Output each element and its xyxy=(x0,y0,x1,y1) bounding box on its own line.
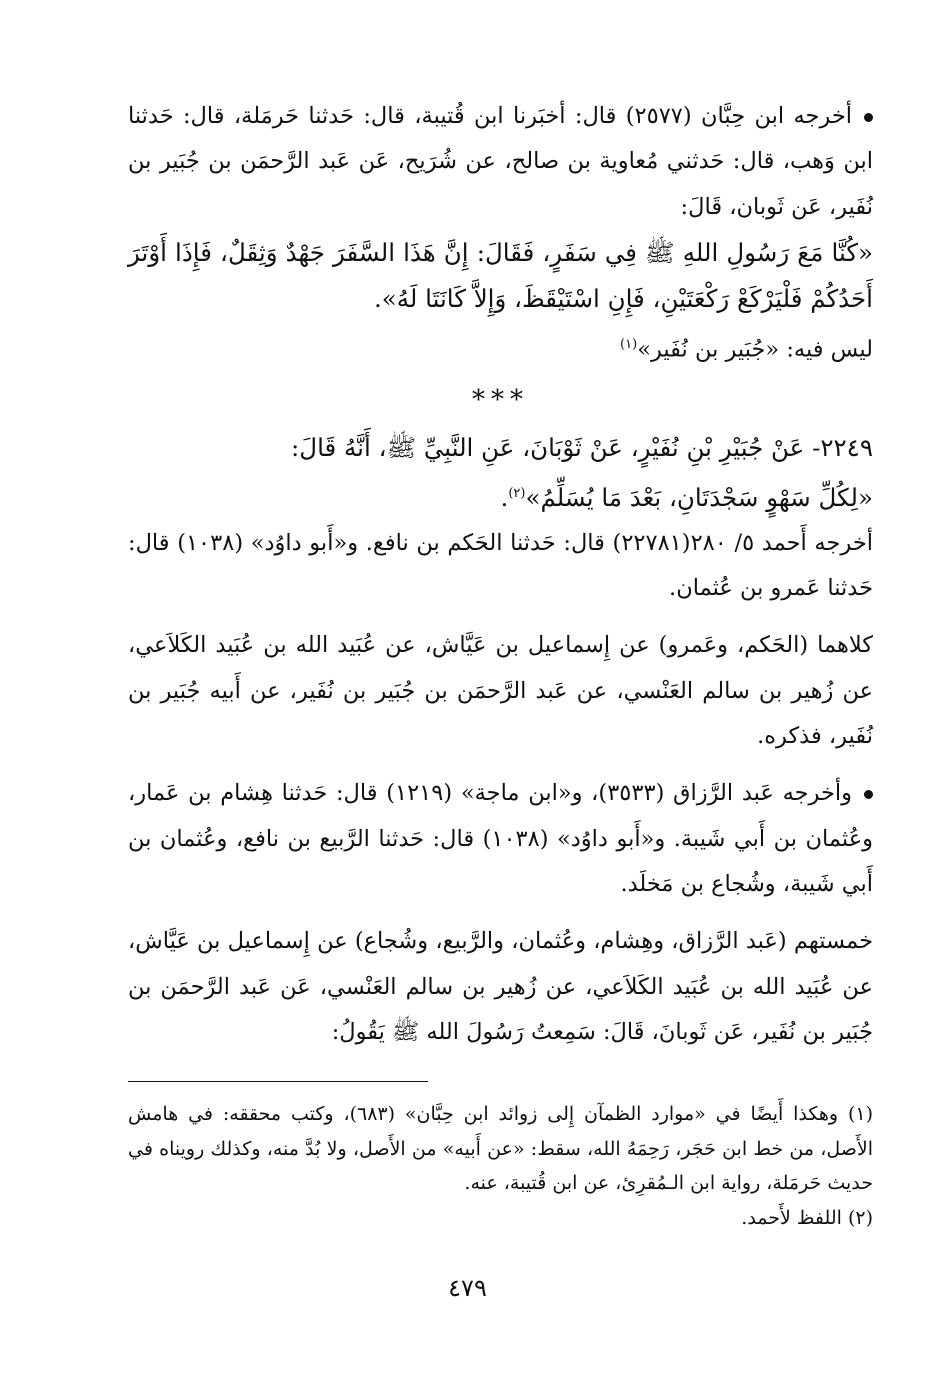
hadith-2249-line1: ٢٢٤٩- عَنْ جُبَيْرِ بْنِ نُفَيْرٍ، عَنْ ثَوْبَانَ، عَنِ النَّبِيِّ ﷺ، أَنَّهُ قَالَ: xyxy=(291,432,873,462)
footnote-ref-2[interactable]: (٢) xyxy=(508,485,526,501)
footnote-1: (١) وهكذا أَيضًا في «موارد الظمآن إِلى زوائد ابن حِبَّان» (٦٨٣)، وكتب محققه: في هامش الأَصل، من خط ابن حَجَر، رَحِمَهُ الله، سقط: «عن أَبيه» من الأَصل، ولا بُدَّ منه، وكذلك رويناه في حديث حَرمَلة، رواية ابن الـمُقرِئ، عن ابن قُتيبة، عنه. xyxy=(128,1103,873,1194)
page-number: ٤٧٩ xyxy=(448,1274,487,1302)
footnote-ref-1[interactable]: (١) xyxy=(620,336,638,352)
section-separator: *** xyxy=(472,384,529,415)
paragraph-takhrij-abd-al-razzaq xyxy=(128,771,873,907)
paragraph-kilahuma: كلاهما (الحَكم، وعَمرو) عن إِسماعيل بن عَيَّاش، عن عُبَيد الله بن عُبَيد الكَلاَعي، عن زُهير بن سالم العَنْسي، عن عَبد الرَّحمَن بن جُبَير بن نُفَير، عن أَبيه جُبَير بن نُفَير، فذكره. xyxy=(128,632,873,750)
paragraph-gap xyxy=(128,759,873,771)
note-text: ليس فيه: «جُبَير بن نُفَير» xyxy=(637,336,873,363)
hadith-text-1: «كُنَّا مَعَ رَسُولِ اللهِ ﷺ فِي سَفَرٍ، فَقَالَ: إِنَّ هَذَا السَّفَرَ جَهْدٌ وَثِقَلٌ، فَإِذَا أَوْتَرَ أَحَدُكُمْ فَلْيَرْكَعْ رَكْعَتَيْنِ، فَإِنِ اسْتَيْقَظَ، وَإِلاَّ كَانَتَا لَهُ». xyxy=(128,237,873,313)
paragraph-takhrij-ahmad: أخرجه أَحمد ٥/ ٢٨٠(٢٢٧٨١) قال: حَدثنا الحَكم بن نافع. و«أَبو داوُد» (١٠٣٨) قال: حَدثنا عَمرو بن عُثمان. xyxy=(128,529,873,602)
hadith-2249-matn: «لِكُلِّ سَهْوٍ سَجْدَتَانِ، بَعْدَ مَا يُسَلِّمُ» xyxy=(525,482,873,512)
bullet-icon xyxy=(864,113,873,122)
paragraph-text: أخرجه ابن حِبَّان (٢٥٧٧) قال: أخبَرنا ابن قُتيبة، قال: حَدثنا حَرمَلة، قال: حَدثنا ابن وَهب، قال: حَدثني مُعاوية بن صالح، عن شُرَيح، عَن عَبد الرَّحمَن بن جُبَير بن نُفَير، عَن ثَوبان، قَالَ: xyxy=(128,103,873,220)
paragraph-gap xyxy=(128,907,873,919)
footnotes-section xyxy=(128,1097,873,1235)
hadith-2249-line2: «لِكُلِّ سَهْوٍ سَجْدَتَانِ، بَعْدَ مَا يُسَلِّمُ»$^{(٢)}$. xyxy=(500,482,873,512)
bullet-icon xyxy=(864,790,873,799)
note-line xyxy=(128,322,873,373)
paragraph-gap xyxy=(128,611,873,623)
paragraph-takhrij-ibn-hibban xyxy=(128,94,873,230)
paragraph-khamsatuhum: خمستهم (عَبد الرَّزاق، وهِشام، وعُثمان، والرَّبيع، وشُجاع) عن إِسماعيل بن عَيَّاش، عن عُبَيد الله بن عُبَيد الكَلاَعي، عن زُهير بن سالم العَنْسي، عَن عَبد الرَّحمَن بن جُبَير بن نُفَير، عَن ثَوبانَ، قَالَ: سَمِعتُ رَسُولَ الله ﷺ يَقُولُ: xyxy=(128,928,873,1045)
footnote-divider xyxy=(128,1081,428,1082)
main-text xyxy=(128,94,873,1055)
paragraph-text: وأخرجه عَبد الرَّزاق (٣٥٣٣)، و«ابن ماجة» (١٢١٩) قال: حَدثنا هِشام بن عَمار، وعُثمان بن أَبي شَيبة. و«أَبو داوُد» (١٠٣٨) قال: حَدثنا الرَّبيع بن نافع، وعُثمان بن أَبي شَيبة، وشُجاع بن مَخلَد. xyxy=(128,780,873,897)
footnote-2: (٢) اللفظ لأَحمد. xyxy=(741,1206,873,1229)
